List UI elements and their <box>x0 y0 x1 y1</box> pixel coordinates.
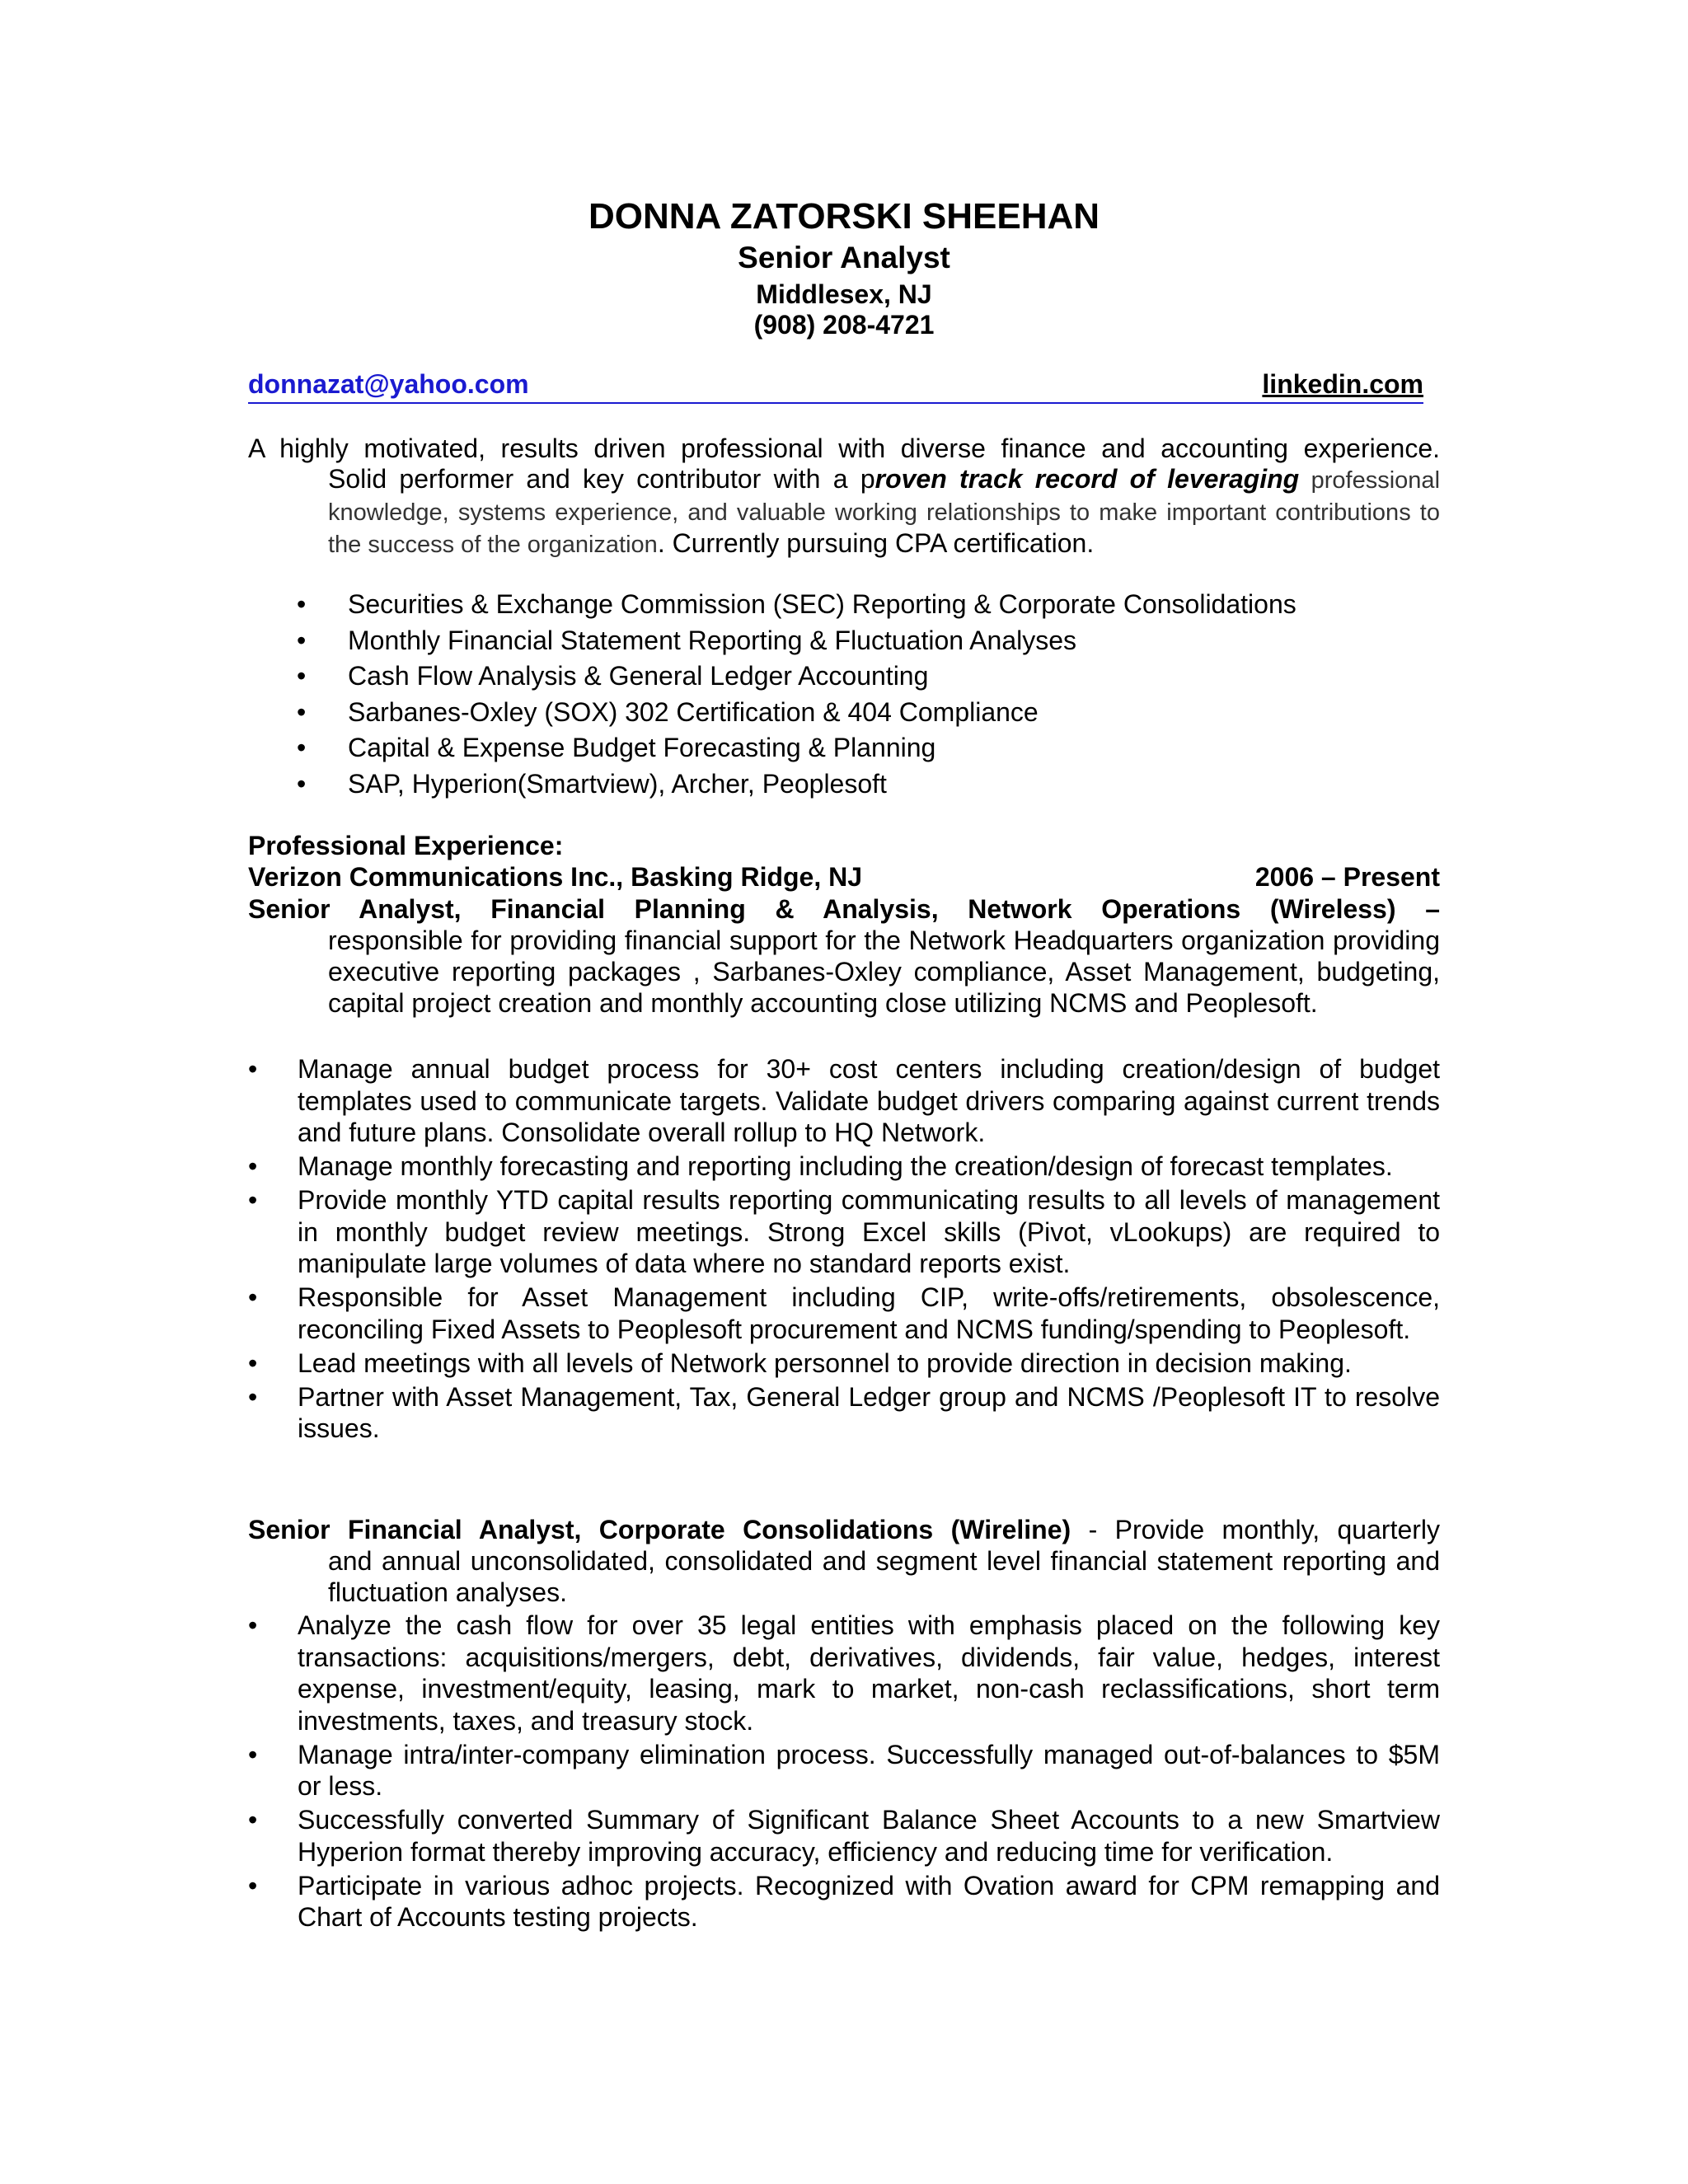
employer-line <box>248 862 1440 893</box>
contact-line <box>248 369 1423 404</box>
role-1-bullet: • Lead meetings with all levels of Network personnel to provide direction in decision making. <box>248 1347 1440 1380</box>
skill-item: • Sarbanes-Oxley (SOX) 302 Certification & 404 Compliance <box>297 695 1296 731</box>
role-2-title: Senior Financial Analyst, Corporate Consolidations (Wireline) <box>248 1515 1071 1544</box>
candidate-title: Senior Analyst <box>738 241 950 274</box>
summary-part-4: . Currently pursuing CPA certification. <box>657 528 1095 558</box>
role-2-intro: - Provide monthly, quarterly <box>1071 1515 1441 1544</box>
skill-item: • SAP, Hyperion(Smartview), Archer, Peoplesoft <box>297 766 1296 803</box>
summary-paragraph <box>248 434 1440 560</box>
experience-section-title: Professional Experience: <box>248 831 564 860</box>
role-1-title: Senior Analyst, Financial Planning & Analysis, Network Operations (Wireless) – <box>248 894 1440 924</box>
role-2-block <box>248 1514 1440 1608</box>
role-1-bullet: • Provide monthly YTD capital results reporting communicating results to all levels of management in monthly budget review meetings. Strong Excel skills (Pivot, vLookups) are required to manipulate large volumes of data where no standard reports exist. <box>248 1184 1440 1280</box>
employment-dates: 2006 – Present <box>1254 862 1440 892</box>
role-1-description: responsible for providing financial support for the Network Headquarters organization providing executive reporting packages , Sarbanes-Oxley compliance, Asset Management, budgeting, capital project creation and monthly accounting close utilizing NCMS and Peoplesoft. <box>328 926 1440 1018</box>
role-1-bullets <box>248 1053 1440 1446</box>
linkedin-link[interactable]: linkedin.com <box>1262 369 1423 399</box>
summary-first-line: A highly motivated, results driven professional with diverse finance and accounting experience. <box>248 434 1440 463</box>
role-1-bullet: • Responsible for Asset Management including CIP, write-offs/retirements, obsolescence, reconciling Fixed Assets to Peoplesoft procurement and NCMS funding/spending to Peoplesoft. <box>248 1282 1440 1345</box>
role-2-bullet: • Manage intra/inter-company elimination process. Successfully managed out-of-balances to $5M or less. <box>248 1739 1440 1802</box>
role-2-bullets <box>248 1610 1440 1935</box>
candidate-location: Middlesex, NJ <box>756 279 932 309</box>
role-1-block <box>248 893 1440 1019</box>
summary-rest <box>248 464 1440 560</box>
candidate-phone: (908) 208-4721 <box>753 310 935 340</box>
role-1-bullet: • Manage annual budget process for 30+ cost centers including creation/design of budget templates used to communicate targets. Validate budget drivers comparing against current trends and future plans. Consolidate overall rollup to HQ Network. <box>248 1053 1440 1149</box>
skill-item: • Securities & Exchange Commission (SEC) Reporting & Corporate Consolidations <box>297 587 1296 623</box>
summary-emphasis: roven track record of leveraging <box>874 464 1300 494</box>
summary-part-3: professional knowledge, systems experience, and valuable working relationships to make important contributions to the success of the organization <box>328 467 1441 558</box>
role-1-bullet: • Manage monthly forecasting and reporting including the creation/design of forecast templates. <box>248 1151 1440 1183</box>
skill-item: • Capital & Expense Budget Forecasting & Planning <box>297 730 1296 766</box>
skill-item: • Cash Flow Analysis & General Ledger Accounting <box>297 658 1296 695</box>
role-2-bullet: • Analyze the cash flow for over 35 legal entities with emphasis placed on the following key transactions: acquisitions/mergers, debt, derivatives, dividends, fair value, hedges, interest expense, investment/equity, leasing, mark to market, non-cash reclassifications, short term investments, taxes, and treasury stock. <box>248 1610 1440 1736</box>
role-2-bullet: • Participate in various adhoc projects. Recognized with Ovation award for CPM remapping and Chart of Accounts testing projects. <box>248 1870 1440 1933</box>
summary-part-2: Solid performer and key contributor with a p <box>328 464 875 494</box>
skills-list <box>297 587 1296 802</box>
role-2-description: and annual unconsolidated, consolidated and segment level financial statement reporting and fluctuation analyses. <box>328 1546 1440 1607</box>
role-2-bullet: • Successfully converted Summary of Significant Balance Sheet Accounts to a new Smartview Hyperion format thereby improving accuracy, efficiency and reducing time for verification. <box>248 1804 1440 1868</box>
role-2-heading <box>248 1514 1440 1545</box>
role-1-bullet: • Partner with Asset Management, Tax, General Ledger group and NCMS /Peoplesoft IT to resolve issues. <box>248 1381 1440 1445</box>
employer-name: Verizon Communications Inc., Basking Ridge, NJ <box>248 862 863 892</box>
email-link[interactable]: donnazat@yahoo.com <box>248 369 529 399</box>
skill-item: • Monthly Financial Statement Reporting & Fluctuation Analyses <box>297 623 1296 659</box>
candidate-name: DONNA ZATORSKI SHEEHAN <box>588 196 1100 237</box>
